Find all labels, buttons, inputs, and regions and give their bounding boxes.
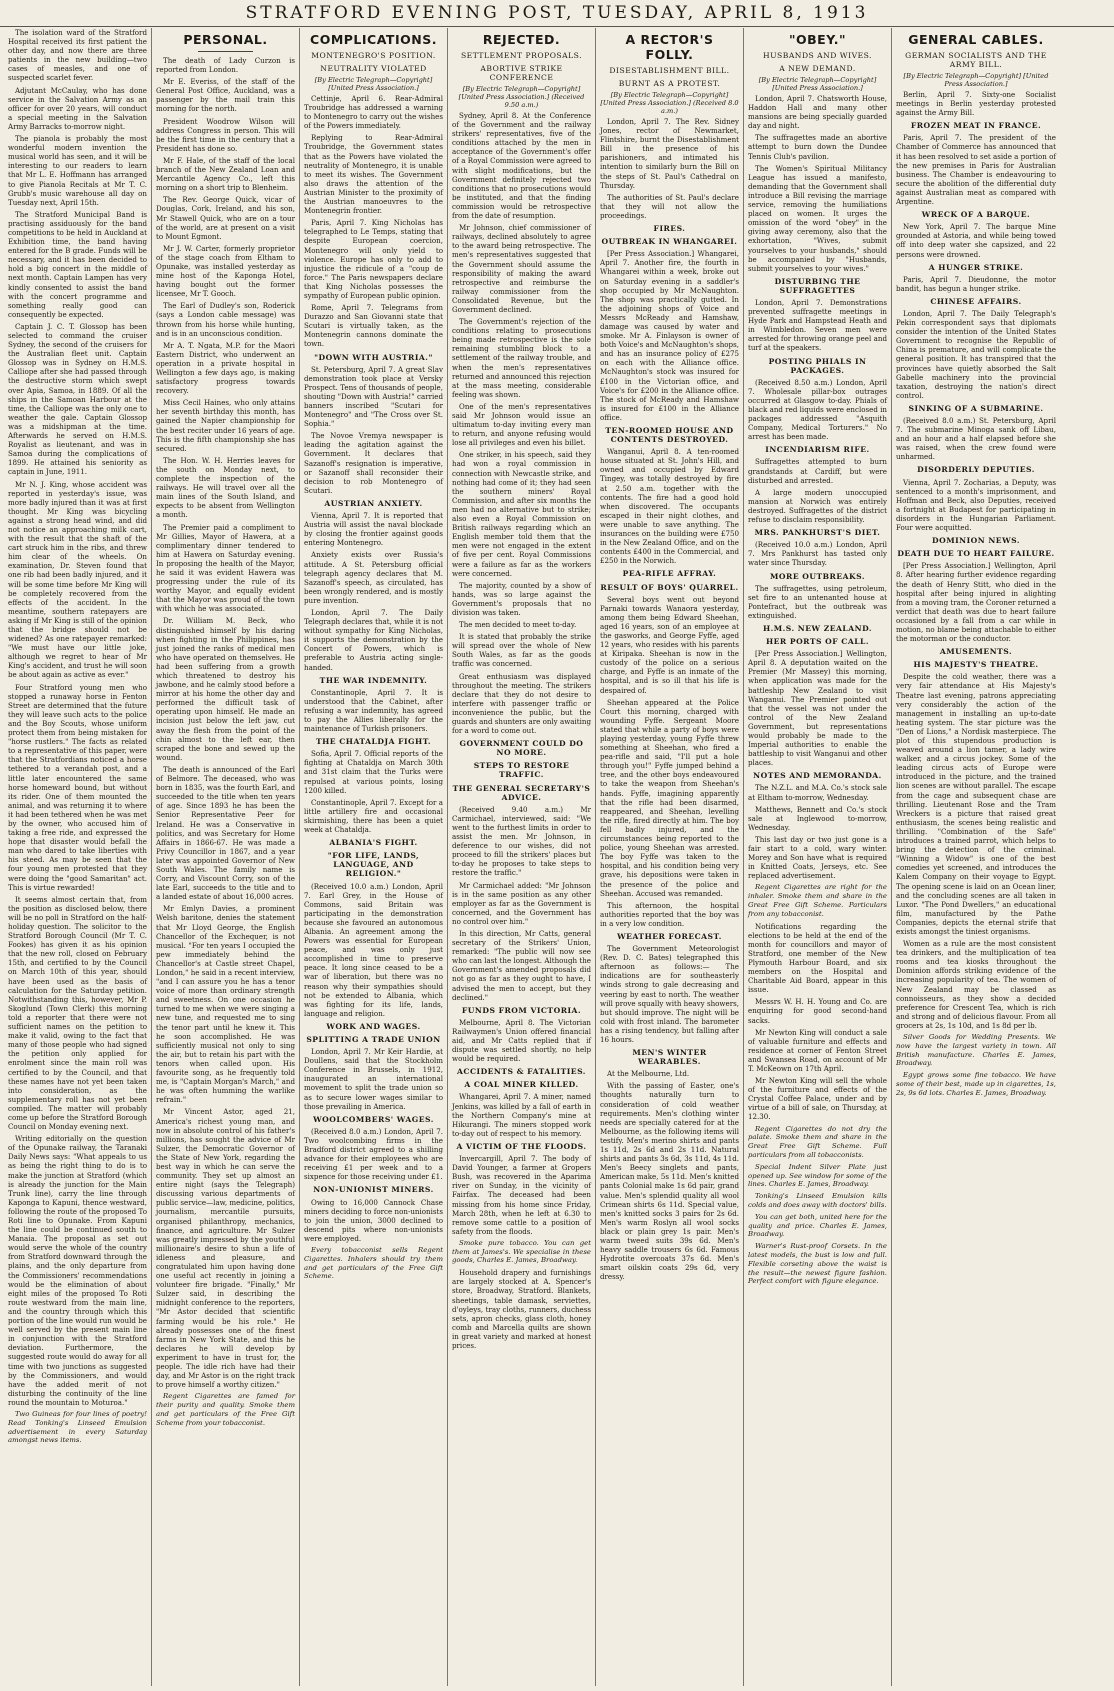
article-subheading: AUSTRIAN ANXIETY.	[324, 498, 423, 508]
article-paragraph: The Stratford Municipal Band is practising assiduously for the band competitions to be held in Auckland at Exhibition time, the band having entered for the B grade. Funds will be necessary, and it has been decided to hold a big concert in the middle of next month. Captain Lampen has very kindly consented to assist the band with the concert programme and something really good can consequently be expected.	[8, 209, 147, 319]
article-paragraph: Writing editorially on the question of the Opunake railway, the Taranaki Daily News says: "What appeals to us as being the right thing to do is to make the junction at Stratford (which is already the junction for the Main Trunk line), carry the line through Kaponga to Kapuni, thence westward, following the route of the proposed To Roti line to Opunake. From Kapuni the line could be continued south to Manaia. The proposal as set out would serve the whole of the country from Stratford downward through the plains, and the only departure from the Commissioners' recommendations would be the elimination of about eight miles of the proposed To Roti route westward from the main line, and the country through which this portion of the line would run would be well served by the present main line in conjunction with the Stratford deviation. Furthermore, the suggested route would do away for all time with two junctions as suggested by the Commissioners, and would have the added merit of not disturbing the continuity of the line round the mountain to Moturoa."	[8, 1134, 147, 1407]
article-paragraph: Constantinople, April 7. It is understood that the Cabinet, after refusing a war indemnity, has agreed to pay the Allies liberally for the maintenance of Turkish prisoners.	[304, 687, 443, 734]
article-paragraph: Suffragettes attempted to burn grandstands at Cardiff, but were disturbed and arrested.	[748, 457, 887, 485]
advertisement: Regent Cigarettes do not dry the palate. Smoke them and share in the Great Free Gift Scheme. Full particulars from all tobacconists.	[748, 1124, 887, 1159]
article-paragraph: Mr F. Hale, of the staff of the local branch of the New Zealand Loan and Mercantile Agency Co., left this morning on a short trip to Blenheim.	[156, 155, 295, 193]
newspaper-title: STRATFORD EVENING POST, TUESDAY, APRIL 8, 1913	[245, 3, 869, 23]
article-paragraph: The Premier paid a compliment to Mr Gillies, Mayor of Hawera, at a complimentary dinner tendered to him at Hawera on Saturday evening. In proposing the health of the Mayor, he said it was evident Hawera was progressing under the rule of its worthy Mayor, and equally evident that the Mayor was proud of the town with which he was associated.	[156, 522, 295, 614]
article-paragraph: The authorities of St. Paul's declare that they will not allow the proceedings.	[600, 192, 739, 220]
article-subheading: PEA-RIFLE AFFRAY.	[622, 569, 717, 579]
advertisement: Two Guineas for four lines of poetry! Read Tonking's Linseed Emulsion advertisement in every Saturday amongst news items.	[8, 1409, 147, 1445]
article-paragraph: A large modern unoccupied mansion at Norwich was entirely destroyed. Suffragettes of the district refuse to disclaim responsibility.	[748, 487, 887, 525]
article-paragraph: Wanganui, April 8. A ten-roomed house situated at St. John's Hill, and owned and occupied by Edward Tingey, was totally destroyed by fire at 2.50 a.m. together with the contents. The fire had a good hold when discovered. The occupants escaped in their night clothes, and were unable to save anything. The insurances on the building were £750 in the New Zealand Office, and on the contents £400 in the Commercial, and £250 in the Norwich.	[600, 447, 739, 566]
article-paragraph: Notifications regarding the elections to be held at the end of the month for councillors and mayor of Stratford, one member of the New Plymouth Harbour Board, and six members on the Hospital and Charitable Aid Board, appear in this issue.	[748, 921, 887, 995]
article-paragraph: London, April 7. The Rev. Sidney Jones, rector of Newmarket, Flintshire, burnt the Disestablishment Bill in the presence of his parishioners, and intimated his intention to similarly burn the Bill on the steps of St. Paul's Cathedral on Thursday.	[600, 117, 739, 190]
article-paragraph: The suffragettes, using petroleum, set fire to an untenanted house at Pontefract, but the outbreak was extinguished.	[748, 583, 887, 620]
article-subheading: STEPS TO RESTORE TRAFFIC.	[473, 761, 570, 780]
subheading: HUSBANDS AND WIVES.	[763, 51, 872, 60]
article-paragraph: Melbourne, April 8. The Victorian Railwaymen's Union offered financial aid, and Mr Catts replied that if dispute was settled shortly, no help would be required.	[452, 1017, 591, 1064]
article-paragraph: Anxiety exists over Russia's attitude. A St. Petersburg official telegraph agency declares that M. Sazanoff's speech, as circulated, has been wrongly rendered, and is mostly pure invention.	[304, 550, 443, 605]
article-subheading: DISORDERLY DEPUTIES.	[917, 465, 1035, 475]
article-paragraph: Mr Vincent Astor, aged 21, America's richest young man, and now in absolute control of his father's millions, has sought the advice of Mr Sulzer, the Democratic Governor of the State of New York, regarding the best way in which he can serve the community. They set up almost an entire night (says the Telegraph) discussing various departments of public service—law, medicine, politics, journalism, mercantile pursuits, organised philanthropy, mechanics, finance, and agriculture. Mr Sulzer was greatly impressed by the youthful millionaire's desire to shun a life of idleness and pleasure, and congratulated him upon having done one useful act recently in joining a volunteer fire brigade. "Finally," Mr Sulzer said, in describing the midnight conference to the reporters, "Mr Astor decided that scientific farming would be his role." He already possesses one of the finest farms in New York State, and this he declares he will develop by experiment to have in trust for, the people. The idle rich have had their day, and Mr Astor is on the right track to prove himself a worthy citizen."	[156, 1107, 296, 1390]
article-paragraph: Household drapery and furnishings are largely stocked at A. Spencer's store, Broadway, Stratford. Blankets, sheetings, table damask, serviettes, d'oyleys, tray cloths, runners, duchess sets, apron checks, glass cloth, honey comb and Marcella quilts are shown in great variety and marked at honest prices.	[452, 1268, 591, 1351]
article-paragraph: The death is announced of the Earl of Belmore. The deceased, who was born in 1835, was the fourth Earl, and succeeded to the title when ten years of age. Since 1893 he has been the Senior Representative Peer for Ireland. He was a Conservative in politics, and was Secretary for Home Affairs in 1866-67. He was made a Privy Councillor in 1867, and a year later was appointed Governor of New South Wales. The family name is Corry, and Viscount Corry, son of the late Earl, succeeds to the title and to a landed estate of about 16,000 acres.	[156, 764, 295, 902]
article-subheading: ACCIDENTS & FATALITIES.	[457, 1067, 586, 1077]
article-paragraph: Rome, April 7. Telegrams from Durazzo and San Giovanni state that Scutari is virtually taken, as the Montenegrin cannons dominate the town.	[304, 303, 443, 349]
article-subheading: ALBANIA'S FIGHT.	[329, 838, 418, 848]
article-paragraph: Sydney, April 8. At the Conference of the Government and the railway strikers' representatives, five of the conditions attached by the men in acceptance of the Government's offer of a Royal Commission were agreed to with slight modifications, but the Government definitely rejected two conditions that no prosecutions would be instituted, and that the finding commission would be retrospective from the date of resumption.	[452, 111, 591, 221]
article-paragraph: London, April 7. Mr Keir Hardie, at Doullens, said that the Stockholm Conference in Brussels, in 1912, inaugurated an international movement to split the trade union so as to secure lower wages similar to those prevailing in America.	[304, 1047, 443, 1111]
wire-credit: [By Electric Telegraph—Copyright] [United Press Association.] (Received 9.50 a.m.)	[458, 85, 585, 109]
article-paragraph: The Earl of Dudley's son, Roderick (says a London cable message) was thrown from his horse while hunting, and is in an unconscious condition.	[156, 301, 295, 338]
article-paragraph: With the passing of Easter, one's thoughts naturally turn to consideration of cold weather requirements. Men's clothing winter needs are specially catered for at the Melbourne, as the following items will testify. Men's merino shirts and pants 1s 11d, 2s 6d and 2s 11d. Natural shirts and pants 3s 6d, 3s 11d, 4s 11d. Men's Beecy singlets and pants, American make, 5s 11d. Men's knitted pants Colonial make 1s 6d pair, grand value. Men's splendid quality all wool Crimean shirts 6s 11d. Special value, men's knitted socks 3 pairs for 2s 6d. Men's warm Roslyn all wool socks black or plain grey 1s pair. Men's warm tweed suits 39s 6d. Men's heavy saddle trousers 6s 6d. Famous Hydrotite overcoats 37s 6d. Men's smart oilskin coats 29s 6d, very dressy.	[600, 1081, 739, 1282]
advertisement: Silver Goods for Wedding Presents. We now have the largest variety in town. All British manufacture. Charles E. James, Broadway.	[896, 1033, 1056, 1068]
article-paragraph: [Per Press Association.] Whangarei, April 7. Another fire, the fourth in Whangarei within a week, broke out on Saturday evening in a saddler's shop occupied by Mr McNaughton. The shop was practically gutted. In the adjoining shops of Voice and Messrs McReady and Hamshaw, damage was caused by water and smoke. Mr A. Finlayson is owner of both Voice's and McNaughton's shops, and has an insurance policy of £275 on each with the Alliance office. McNaughton's stock was insured for £100 in the Victorian office, and Voice's for £200 in the Alliance office. The stock of McReady and Hamshaw is insured for £100 in the Alliance office.	[600, 249, 739, 422]
advertisement: Regent Cigarettes are famed for their purity and quality. Smoke them and get particulars of the Free Gift Scheme from your tobacconist.	[156, 1392, 295, 1427]
advertisement: You can get both, united here for the quality and price. Charles E. James, Broadway.	[748, 1212, 887, 1239]
article-paragraph: Replying to Rear-Admiral Troubridge, the Government states that as the Powers have violated the neutrality of Montenegro, it is unable to meet its wishes. The Government also draws the attention of the Austrian Minister to the proximity of the Austrian manoeuvres to the Montenegrin frontier.	[304, 133, 443, 216]
article-subheading: MORE OUTBREAKS.	[769, 571, 866, 581]
article-subheading: "DOWN WITH AUSTRIA."	[314, 352, 433, 362]
article-paragraph: This afternoon, the hospital authorities reported that the boy was in a very low condition.	[600, 900, 739, 928]
article-paragraph: The pianola is probably the most wonderful modern invention the musical world has seen, and it will be interesting to our readers to learn that Mr L. E. Hoffmann has arranged to give Pianola Recitals at Mr T. C. Grubb's music warehouse all day on Tuesday next, April 15th.	[8, 134, 147, 207]
wire-credit: [By Electric Telegraph—Copyright] [United Press Association.]	[903, 72, 1049, 88]
article-paragraph: London, April 7. Chatsworth House, Haddon Hall and many other mansions are being specially guarded day and night.	[748, 94, 887, 131]
wire-credit: [By Electric Telegraph—Copyright] [United Press Association.]	[758, 76, 877, 92]
article-paragraph: Captain J. C. T. Glossop has been selected to command the cruiser Sydney, the second of the cruisers for the Australian fleet unit. Captain Glossop was in Sydney on H.M.S. Calliope after she had passed through the destructive storm which swept over Apia, Samoa, in 1889. Of all the ships in the Samoan Harbour at the time, the Calliope was the only one to weather the gale. Captain Glossop was a midshipman at the time. Afterwards he served on H.M.S. Royalist as lieutenant, and was in Samoa during the complications of 1899. He attained his seniority as captain in June, 1911.	[8, 321, 147, 477]
article-paragraph: Mr Johnson, chief commissioner of railways, declined absolutely to agree to the award being retrospective. The men's representatives suggested that the Government should assume the responsibility of making the award retrospective and reimburse the railway commissioner from the Consolidated Revenue, but the Government declined.	[452, 223, 591, 314]
article-paragraph: London, April 7. Demonstrations prevented suffragette meetings in Hyde Park and Hampstead Heath and in Wimbledon. Seven men were arrested for throwing orange peel and turf at the speakers.	[748, 297, 887, 353]
article-paragraph: Four Stratford young men who stopped a runaway horse in Fenton Street are determined that the future they will leave such acts to the police and the Boy Scouts, whose uniform protect them from being mistaken for "horse rustlers." The facts as related to a representative of this paper, were that the Stratfordians noticed a horse tethered to a verandah post, and a little later encountered the same horse homeward bound, but without its rider. One of them mounted the animal, and was returning it to where it had been tethered when he was met by the owner, who accused him of taking a free ride, and expressed the hope that disaster would befall the man who dared to take liberties with his steed. As may be seen that the four young men protested that they were doing the "good Samaritan" act. This is virtue rewarded!	[8, 682, 147, 892]
article-paragraph: The majority, counted by a show of hands, was so large against the Government's proposals that no division was taken.	[452, 580, 591, 617]
article-subheading: SINKING OF A SUBMARINE.	[908, 403, 1044, 413]
article-paragraph: (Received 10.0 a.m.) London, April 7. Earl Grey, in the House of Commons, said Britain was participating in the demonstration because she favoured an autonomous Albania. An agreement among the Powers was essential for European peace, and was only just accomplished in time to preserve peace. It long since ceased to be a war of liberation, but there was no reason why their sympathies should not be extended to Albania, which was fighting for its life, lands, language and religion.	[304, 881, 443, 1018]
article-paragraph: Several boys went out beyond Parnaki towards Wanaora yesterday, among them being Edward Sheehan, aged 16 years, son of an employee at the gasworks, and George Fyffe, aged 12 years, who resides with his parents at Kiripaka. Sheehan is now in the custody of the police on a serious charge, and Fyffe is an inmate of the hospital, and is so ill that his life is despaired of.	[600, 594, 739, 695]
column-rectors-folly	[596, 28, 744, 1686]
article-paragraph: This last day or two just gone is a fair start to a cold, wary winter. Morey and Son have what is required in Knitted Coats, Jerseys, etc. See replaced advertisement.	[748, 834, 887, 881]
article-paragraph: Mr Emlyn Davies, a prominent Welsh baritone, denies the statement that Mr Lloyd George, the English Chancellor of the Exchequer, is not musical. "For ten years I occupied the pew immediately behind the Chancellor's at Castle street Chapel, London," he said in a recent interview, "and I can assure you he has a tenor voice of more than ordinary strength and sweetness. On one occasion he turned to me when we were singing a new tune, and requested me to sing the tenor part until he knew it. This he soon accomplished. He was sufficiently musical not only to sing the air, but to retain his part with the tenors when called upon. His favourite song, as he frequently told me, is "Captain Morgan's March," and he was often humming the warlike refrain."	[156, 904, 295, 1105]
article-subheading: A COAL MINER KILLED.	[464, 1080, 579, 1090]
advertisement: Regent Cigarettes are right for the inhaler. Smoke them and share in the Great Free Gift Scheme. Particulars from any tobacconist.	[748, 883, 887, 918]
article-paragraph: Mr A. T. Ngata, M.P. for the Maori Eastern District, who underwent an operation in a private hospital in Wellington a few days ago, is making satisfactory progress towards recovery.	[156, 340, 295, 396]
article-paragraph: It seems almost certain that, from the position as disclosed below, there will be no poll in Stratford on the half-holiday question. The solicitor to the Stratford Borough Council (Mr T. C. Fookes) has given it as his opinion that the new roll, closed on February 15th, and certified to by the Council on March 10th of this year, should have been used as the basis of calculation for the Saturday petition. Notwithstanding this, however, Mr P. Skoglund (Town Clerk) this morning told a reporter that there were not sufficient names on the petition to make it valid, owing to the fact that many of those people who had signed the petition only applied for enrolment since the main roll was certified to by the Council, and that these names have not yet been taken into consideration, as the supplementary roll has not yet been compiled. The matter will probably come up before the Stratford Borough Council on Monday evening next.	[8, 894, 147, 1132]
article-subheading: NOTES AND MEMORANDA.	[753, 771, 882, 781]
article-subheading: HER PORTS OF CALL.	[765, 637, 870, 647]
article-paragraph: The death of Lady Curzon is reported from London.	[156, 56, 295, 75]
article-paragraph: One striker, in his speech, said they had won a royal commission in connection with Newcastle strike, and nothing had come of it; they had seen the southern miners' Royal Commission, and after six months the men had no alternative but to strike; also even a Royal Commission on British railways regarding which an English member told them that the men were not engaged in the extent of five per cent. Royal Commissions were a failure as far as the workers were concerned.	[452, 450, 591, 578]
article-paragraph: Paris, April 7. Dieudonne, the motor bandit, has begun a hunger strike.	[896, 274, 1056, 293]
article-subheading: RESULT OF BOYS' QUARREL.	[600, 582, 739, 592]
subheading: DISESTABLISHMENT BILL.	[609, 66, 730, 75]
advertisement: Special Indent Silver Plate just opened up. See window for some of the lines. Charles E. James, Broadway.	[748, 1162, 887, 1189]
article-subheading: A VICTIM OF THE FLOODS.	[456, 1141, 587, 1151]
wire-credit: [By Electric Telegraph—Copyright] [United Press Association.]	[314, 76, 433, 92]
article-subheading: THE CHATALDJA FIGHT.	[315, 737, 432, 747]
section-heading: COMPLICATIONS.	[310, 32, 437, 47]
section-heading: GENERAL CABLES.	[908, 32, 1044, 47]
article-paragraph: The Women's Spiritual Militancy League has issued a manifesto, demanding that the Government shall introduce a Bill revising the marriage service, removing the humiliations placed on women. It urges the omission of the word "obey" in the giving away ceremony, also that the exhortation, "Wives, submit yourselves to your husbands," should be accompanied by "Husbands, submit yourselves to your wives."	[748, 163, 887, 273]
article-paragraph: [Per Press Association.] Wellington, April 8. After hearing further evidence regarding the death of Henry Stitt, who died in the hospital after being injured in alighting from a moving tram, the Coroner returned a verdict that death was due to heart failure occasioned by a fall from a car while in motion, no blame being attachable to either the motorman or the conductor.	[896, 561, 1056, 644]
article-paragraph: Mr N. J. King, whose accident was reported in yesterday's issue, was more badly injured than it was at first thought. Mr King was bicycling against a strong head wind, and did not notice an approaching milk cart, with the result that the shaft of the cart struck him in the ribs, and threw him clear of the wheels. On examination, Dr. Steven found that one rib had been badly injured, and it will be some time before Mr King will be completely recovered from the effects of the accident. In the meantime, southern ratepayers are asking if Mr King is still of the opinion that the bridge should not be widened? As one ratepayer remarked: "We must have our little joke, although we regret to hear of Mr King's accident, and trust he will soon be about again as active as ever."	[8, 479, 147, 680]
article-paragraph: At the Melbourne, Ltd.	[607, 1069, 690, 1079]
advertisement: Egypt grows some fine tobacco. We have some of their best, made up in cigarettes, 1s, 2s, 9s 6d lots. Charles E. James, Broadway.	[896, 1071, 1056, 1097]
article-subheading: FUNDS FROM VICTORIA.	[461, 1005, 582, 1015]
divider	[198, 51, 254, 52]
article-subheading: NON-UNIONIST MINERS.	[313, 1185, 434, 1195]
article-subheading: HIS MAJESTY'S THEATRE.	[913, 660, 1039, 670]
section-heading: "OBEY."	[789, 32, 846, 47]
article-subheading: AMUSEMENTS.	[939, 647, 1013, 657]
article-paragraph: Invercargill, April 7. The body of David Younger, a farmer at Gropers Bush, was recovered in the Aparima river on Sunday, in the vicinity of Fairfax. The deceased had been missing from his home since Friday, March 28th, when he left at 6.30 to remove some cattle to a position of safety from the floods.	[452, 1154, 591, 1236]
article-paragraph: Despite the cold weather, there was a very fair attendance at His Majesty's Theatre last evening, patrons appreciating very considerably the action of the management in installing an up-to-date heating system. The star picture was the "Den of Lions," a Nordisk masterpiece. The plot of this stupendous production is weaved around a lion tamer, a lady wire walker, and a circus jockey. Some of the leading circus acts of Europe were introduced in the picture, and the trained lion scenes are without parallel. The escape from the cage and subsequent chase are thrilling. Lieutenant Rose and the Tram Wreckers is a picture that raised great enthusiasm, the scenes being realistic and thrilling. "Combination of the Safe" introduces a trained parrot, which helps to bring the detection of the criminal. "Winning a Widow" is one of the best comedies yet screened, and introduces the Kalem Company on their voyage to Egypt. The opening scene is laid on an Ocean liner, and the concluding scenes are all taken in Luxor. "The Pond Dwellers," an educational film, manufactured by the Pathe Companies, depicts the eternal strife that exists amongst the tiniest organisms.	[896, 672, 1056, 936]
article-paragraph: Matthews, Bennett and Co.'s stock sale at Inglewood to-morrow, Wednesday.	[748, 804, 887, 832]
article-paragraph: Women as a rule are the most consistent tea drinkers, and the multiplication of tea rooms and tea kiosks throughout the Dominion affords striking evidence of the increasing popularity of tea. The women of New Zealand may be classed as connoisseurs, as they show a decided preference for Crescent Tea, which is rich and strong and of delicious flavour. From all grocers at 2s, 1s 10d, and 1s 8d per lb.	[896, 939, 1056, 1030]
article-paragraph: The isolation ward of the Stratford Hospital received its first patient the other day, and now there are three patients in the new building—two cases of measles, and one of suspected scarlet fever.	[8, 28, 147, 83]
newspaper-columns	[4, 28, 1110, 1686]
article-paragraph: Paris, April 7. King Nicholas has telegraphed to Le Temps, stating that despite European coercion, Montenegro will only yield to violence. Europe has only to add to injustice the ridicule of a "coup de force." The Paris newspapers declare that King Nicholas possesses the sympathy of European public opinion.	[304, 218, 443, 300]
article-paragraph: The Government's rejection of the conditions relating to prosecutions being made retrospective is the sole remaining stumbling block to a settlement of the railway trouble, and when the men's representatives returned and announced this rejection at the mass meeting, considerable feeling was shown.	[452, 317, 591, 399]
column-local-news	[4, 28, 152, 1686]
article-paragraph: Whangarei, April 7. A miner, named Jenkins, was killed by a fall of earth in the Northern Company's mine at Hikurangi. The miners stopped work to-day out of respect to his memory.	[452, 1092, 591, 1138]
article-subheading: SPLITTING A TRADE UNION	[306, 1035, 441, 1044]
column-complications	[300, 28, 448, 1686]
article-paragraph: Vienna, April 7. Zocharias, a Deputy, was sentenced to a month's imprisonment, and Hoffman and Beck, also Deputies, received a fortnight at Budapest for participating in disorders in the Hungarian Parliament. Four were acquitted.	[896, 477, 1056, 533]
article-subheading: POSTING PHIALS IN PACKAGES.	[768, 356, 867, 375]
article-paragraph: Messrs W. H. H. Young and Co. are enquiring for good second-hand sacks.	[748, 997, 887, 1025]
article-paragraph: (Received 9.40 a.m.) Mr Carmichael, interviewed, said: "We went to the furthest limits in order to assist the men. Mr Johnson, in deference to our wishes, did not proceed to fill the strikers' places but to-day he proposes to take steps to restore the traffic."	[452, 804, 591, 878]
section-heading: A RECTOR'S FOLLY.	[625, 32, 714, 62]
article-paragraph: St. Petersburg, April 7. A great Slav demonstration took place at Versky Prospect. Tens of thousands of people, shouting "Down with Austria!" carried banners inscribed "Scutari for Montenegro" and "The Cross over St. Sophia."	[304, 364, 443, 429]
article-subheading: THE WAR INDEMNITY.	[319, 675, 428, 685]
advertisement: Every tobacconist sells Regent Cigarettes. Inhalers should try them and get particulars of the Free Gift Scheme.	[304, 1245, 443, 1281]
article-paragraph: It is stated that probably the strike will spread over the whole of New South Wales, as far as the goods traffic was concerned.	[452, 632, 591, 669]
article-subheading: FROZEN MEAT IN FRANCE.	[910, 121, 1042, 131]
article-paragraph: Mr J. W. Carter, formerly proprietor of the stage coach from Eltham to Opunake, was installed yesterday as mine host of the Kaponga Hotel, having bought out the former licensee, Mr T. Gooch.	[156, 243, 295, 299]
subheading: GERMAN SOCIALISTS AND THE ARMY BILL.	[905, 51, 1047, 69]
article-subheading: INCENDIARISM RIFE.	[765, 445, 870, 455]
subheading: MONTENEGRO'S POSITION.	[311, 51, 436, 60]
article-subheading: DISTURBING THE SUFFRAGETTES	[774, 276, 861, 295]
subheading: BURNT AS A PROTEST.	[618, 79, 721, 88]
article-paragraph: Berlin, April 7. Sixty-one Socialist meetings in Berlin yesterday protested against the Army Bill.	[896, 90, 1056, 118]
article-paragraph: [Per Press Association.] Wellington, April 8. A deputation waited on the Premier (Mr Massey) this morning, when application was made for the battleship New Zealand to visit Wanganui. The Premier pointed out that the vessel was not under the control of the New Zealand Government, but representations would probably be made to the Imperial authorities to enable the battleship to visit Wanganui and other places.	[748, 649, 887, 768]
article-subheading: WRECK OF A BARQUE.	[921, 210, 1031, 220]
article-subheading: DEATH DUE TO HEART FAILURE.	[897, 549, 1055, 559]
article-subheading: THE GENERAL SECRETARY'S ADVICE.	[452, 783, 591, 802]
article-paragraph: President Woodrow Wilson will address Congress in person. This will be the first time in the century that a President has done so.	[156, 116, 295, 153]
article-subheading: "FOR LIFE, LANDS, LANGUAGE, AND RELIGION."	[327, 851, 420, 879]
article-paragraph: Mr Newton King will sell the whole of the furniture and effects of the Crystal Coffee Palace, under and by virtue of a bill of sale, on Thursday, at 12.30.	[748, 1076, 887, 1122]
article-paragraph: New York, April 7. The barque Mine grounded at Astoria, and while being towed off into deep water she capsized, and 22 persons were drowned.	[896, 222, 1056, 259]
article-subheading: OUTBREAK IN WHANGAREI.	[601, 237, 738, 247]
article-paragraph: Mr Newton King will conduct a sale of valuable furniture and effects and residence at corner of Fenton Street and Swansea Road, on account of Mr T. McKeown on 17th April.	[748, 1027, 887, 1073]
article-paragraph: Vienna, April 7. It is reported that Austria will assist the naval blockade by closing the frontier against goods entering Montenegro.	[304, 511, 443, 548]
article-subheading: WOOLCOMBERS' WAGES.	[313, 1114, 434, 1124]
article-subheading: GOVERNMENT COULD DO NO MORE.	[459, 739, 584, 758]
article-paragraph: (Received 8.0 a.m.) St. Petersburg, April 7. The submarine Minoga sank off Libau, and an hour and a half elapsed before she was raised, when the crew found were unharmed.	[896, 416, 1056, 462]
article-subheading: A HUNGER STRIKE.	[928, 262, 1024, 272]
article-paragraph: Adjutant McCaulay, who has done service in the Salvation Army as an officer for over 20 years, will conduct a special meeting in the Salvation Army Barracks to-morrow night.	[8, 85, 147, 131]
masthead	[0, 0, 1114, 27]
article-paragraph: The Government Meteorologist (Rev. D. C. Bates) telegraphed this afternoon as follows:— The indications are for southeasterly winds strong to gale decreasing and veering by east to north. The weather will prove squally with heavy showers, but should improve. The night will be cold with frost inland. The barometer has a rising tendency, but falling after 16 hours.	[600, 944, 739, 1044]
article-paragraph: Mr Carmichael added: "Mr Johnson is in the same position as any other employer as far as the Government is concerned, and the Government has no control over him."	[452, 880, 591, 926]
article-paragraph: In this direction, Mr Catts, general secretary of the Strikers' Union, remarked: "The public will now see who can last the longest. Although the Government's amended proposals did not go as far as they ought to have, I advised the men to accept, but they declined."	[452, 928, 591, 1002]
subheading: SETTLEMENT PROPOSALS.	[460, 51, 582, 60]
article-paragraph: Paris, April 7. The president of the Chamber of Commerce has announced that it has been resolved to set aside a portion of the new premises in Paris for Australian business. The Chamber is endeavouring to secure the abolition of the differential duty against Australian meat as compared with Argentine.	[896, 133, 1056, 207]
article-paragraph: One of the men's representatives said Mr Johnson would issue an ultimatum to-day inviting every man to return, and anyone refusing would lose all privileges and even his billet.	[452, 401, 591, 448]
article-subheading: FIRES.	[653, 224, 686, 234]
section-heading: PERSONAL.	[183, 32, 268, 47]
article-paragraph: The Novoe Vremya newspaper is leading the agitation against the Government. It declares that Sazanoff's resignation is imperative, or Sazanoff shall reconsider their decision to rob Montenegro of Scutari.	[304, 431, 443, 495]
article-paragraph: The suffragettes made an abortive attempt to burn down the Dundee Tennis Club's pavilion.	[748, 133, 887, 161]
article-subheading: MEN'S WINTER WEARABLES.	[632, 1048, 707, 1067]
article-paragraph: The N.Z.L. and M.A. Co.'s stock sale at Eltham to-morrow, Wednesday.	[748, 783, 887, 802]
article-paragraph: (Received 10.0 a.m.) London, April 7. Mrs Pankhurst has tasted only water since Thursday.	[748, 540, 887, 568]
article-subheading: H.M.S. NEW ZEALAND.	[762, 623, 873, 633]
article-paragraph: Owing to 16,000 Cannock Chase miners deciding to force non-unionists to join the union, 3000 declined to descend pits where non-unionists were employed.	[304, 1197, 443, 1243]
column-general-cables	[892, 28, 1060, 1686]
article-subheading: MRS. PANKHURST'S DIET.	[754, 528, 881, 538]
article-subheading: DOMINION NEWS.	[932, 536, 1020, 546]
article-paragraph: Constantinople, April 7. Except for a little artillery fire and occasional skirmishing, there has been a quiet week at Chataldja.	[304, 797, 443, 835]
article-paragraph: Sheehan appeared at the Police Court this morning, charged with wounding Fyffe. Sergeant Moore stated that while a party of boys were playing yesterday, young Fyffe threw something at Sheehan, who fired a pea-rifle and said, "I'll put a hole through you!" Fyffe jumped behind a tree, and the other boys endeavoured to take the weapon from Sheehan's hands. Fyffe, imagining apparently that the rifle had been disarmed, reappeared, and Sheehan, levelling the rifle, fired directly at him. The boy fell badly injured, and the circumstances being reported to the police, young Sheehan was arrested. The boy Fyffe was taken to the hospital, and his condition being very grave, his depositions were taken in the presence of the police and Sheehan. Accused was remanded.	[600, 697, 739, 898]
subheading: NEUTRALITY VIOLATED	[320, 64, 427, 73]
advertisement: Smoke pure tobacco. You can get them at James's. We specialise in these goods, Charles E. James, Broadway.	[452, 1238, 591, 1265]
article-paragraph: London, April 7. The Daily Telegraph's Pekin correspondent says that diplomats consider the intention of the United States Government to recognise the Republic of China is premature, and will complicate the general position. It has transpired that the provinces have quietly absorbed the Salt Gabelle machinery into the provincial taxation, destroying the nation's direct control.	[896, 308, 1056, 400]
column-personal	[152, 28, 300, 1686]
article-paragraph: Dr. William M. Beck, who distinguished himself by his daring when fighting in the Philippines, has just joined the ranks of medical men who have operated on themselves. He had been suffering from a growth which threatened to destroy his jawbone, and he calmly stood before a mirror at his home the other day and performed the difficult task of operating upon himself. He made an incision just below the left jaw, cut away the flesh from the point of the chin almost to the left ear, then scraped the bone and sewed up the wound.	[156, 616, 295, 762]
section-heading: REJECTED.	[482, 32, 561, 47]
article-paragraph: Great enthusiasm was displayed throughout the meeting. The strikers declare that they do not desire to interfere with passenger traffic or inconvenience the public, but the guards and shunters are only awaiting for a word to come out.	[452, 671, 591, 736]
article-paragraph: Cettinje, April 6. Rear-Admiral Troubridge has addressed a warning to Montenegro to carry out the wishes of the Powers immediately.	[304, 94, 443, 131]
advertisement: Warner's Rust-proof Corsets. In the latest models, the bust is low and full. Flexible corseting above the waist is the result—the newest figure fashion. Perfect comfort with figure elegance.	[748, 1242, 887, 1286]
article-subheading: CHINESE AFFAIRS.	[930, 296, 1022, 306]
article-paragraph: London, April 7. The Daily Telegraph declares that, while it is not without sympathy for King Nicholas, it supports the demonstration by the Concert of Powers, which is preferable to Austria acting single-handed.	[304, 607, 443, 672]
article-subheading: WEATHER FORECAST.	[617, 931, 722, 941]
article-paragraph: (Received 8.50 a.m.) London, April 7. Wholesale pillar-box outrages occurred at Glasgow to-day. Phials of black and red liquids were enclosed in packages addressed "Asquith Company, Medical Torturers." No arrest has been made.	[748, 377, 887, 442]
subheading: ABORTIVE STRIKE CONFERENCE	[480, 64, 563, 82]
column-obey	[744, 28, 892, 1686]
wire-credit: [By Electric Telegraph—Copyright] [United Press Association.] (Received 8.0 a.m.)	[600, 91, 739, 115]
article-paragraph: Sofia, April 7. Official reports of the fighting at Chataldja on March 30th and 31st claim that the Turks were repulsed at various points, losing 1200 killed.	[304, 749, 443, 795]
article-subheading: WORK AND WAGES.	[326, 1021, 421, 1031]
article-paragraph: (Received 8.0 a.m.) London, April 7. Two woolcombing firms in the Bradford district agreed to a shilling advance for their employees who are receiving £1 per week and to a sixpence for those receiving under £1.	[304, 1126, 443, 1182]
article-paragraph: The Rev. George Quick, vicar of Douglas, Cork, Ireland, and his son, Mr Stawell Quick, who are on a tour of the world, are at present on a visit to Mount Egmont.	[156, 195, 295, 241]
column-rejected	[448, 28, 596, 1686]
article-paragraph: Miss Cecil Haines, who only attains her seventh birthday this month, has gained the Napier championship for the best reciter under 16 years of age. This is the fifth championship she has secured.	[156, 398, 295, 453]
subheading: A NEW DEMAND.	[779, 64, 856, 73]
article-paragraph: The men decided to meet to-day.	[459, 620, 577, 630]
advertisement: Tonking's Linseed Emulsion kills colds and does away with doctors' bills.	[748, 1192, 887, 1209]
article-paragraph: The Hon. W. H. Herries leaves for the south on Monday next, to complete the inspection of the railways. He will travel over all the main lines of the South Island, and expects to be absent from Wellington a month.	[156, 455, 295, 520]
article-subheading: TEN-ROOMED HOUSE AND CONTENTS DESTROYED.	[605, 426, 734, 445]
article-paragraph: Mr E. Everiss, of the staff of the General Post Office, Auckland, was a passenger by the mail train this morning for the north.	[156, 77, 295, 114]
